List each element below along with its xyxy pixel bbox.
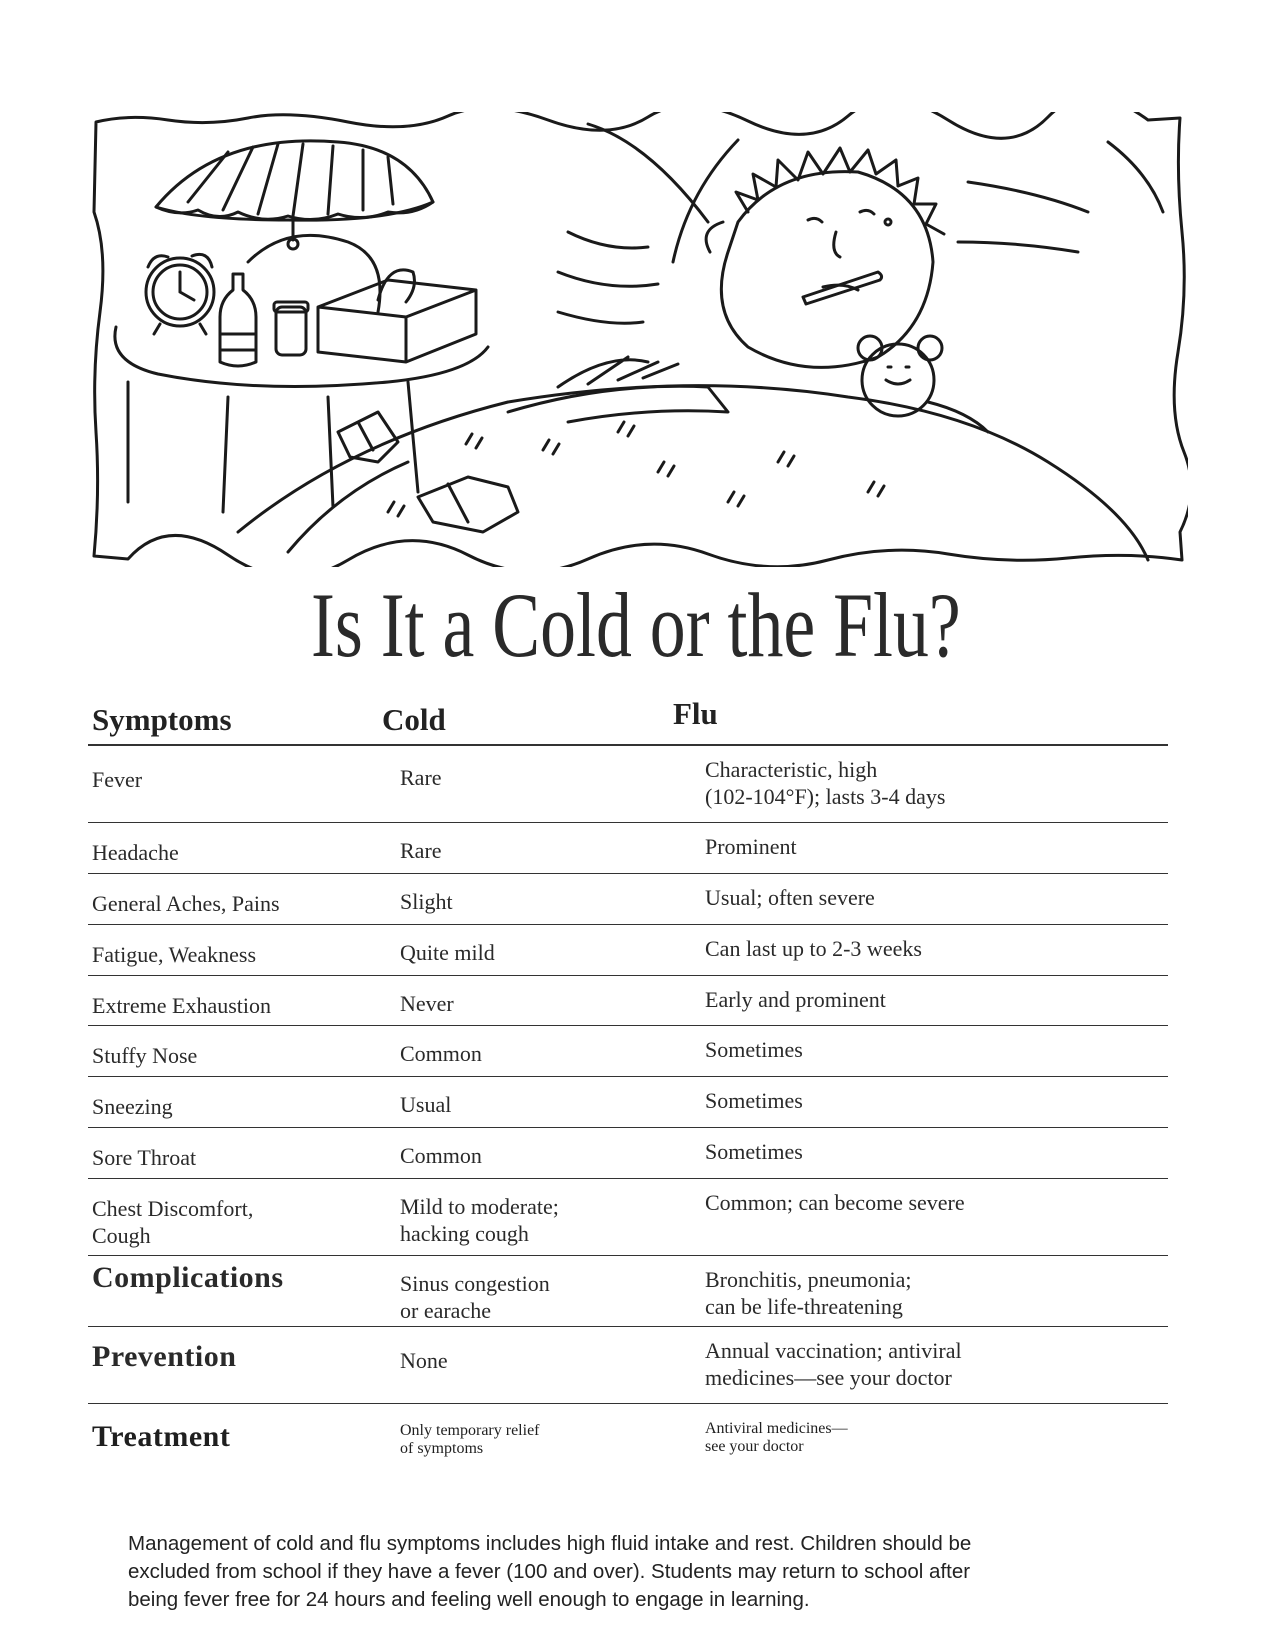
flu-cell: Sometimes	[705, 1037, 803, 1062]
crumpled-tissue-icon-2	[418, 477, 518, 532]
cold-cell: Never	[400, 991, 454, 1016]
flu-cell-line: (102-104°F); lasts 3-4 days	[705, 784, 946, 809]
cold-cell-line: Only temporary relief	[400, 1422, 540, 1439]
flu-cell	[705, 1420, 1165, 1456]
flu-cell: Sometimes	[705, 1088, 803, 1113]
symptom-cell: General Aches, Pains	[92, 891, 280, 916]
symptom-cell: Stuffy Nose	[92, 1043, 198, 1068]
flu-cell	[705, 1266, 1165, 1320]
cold-cell	[400, 1193, 700, 1247]
flu-cell-line: see your doctor	[705, 1438, 804, 1455]
cold-cell-line: Sinus congestion	[400, 1271, 550, 1296]
note-line: being fever free for 24 hours and feeling well enough to engage in learning.	[128, 1588, 810, 1611]
flu-cell-line: Annual vaccination; antiviral	[705, 1338, 962, 1363]
cold-cell: Quite mild	[400, 940, 495, 965]
table-row	[88, 1128, 1168, 1179]
cold-cell: Usual	[400, 1092, 452, 1117]
medicine-jar-icon	[276, 307, 306, 355]
section-row-prevention	[88, 1327, 1168, 1404]
child-head	[721, 172, 933, 368]
symptom-cell-line: Chest Discomfort,	[92, 1196, 254, 1221]
table-row	[88, 1026, 1168, 1077]
section-label: Treatment	[92, 1420, 231, 1453]
cold-cell	[400, 1270, 700, 1324]
cold-cell-line: or earache	[400, 1298, 491, 1323]
management-note	[128, 1530, 1118, 1614]
cold-cell-line: of symptoms	[400, 1440, 484, 1457]
cold-cell-line: Mild to moderate;	[400, 1194, 559, 1219]
cold-cell: Rare	[400, 838, 442, 863]
symptom-cell: Sneezing	[92, 1094, 173, 1119]
cold-cell: Rare	[400, 765, 442, 790]
flu-cell-line: Antiviral medicines—	[705, 1420, 848, 1437]
section-label: Complications	[92, 1261, 284, 1294]
section-row-treatment	[88, 1404, 1168, 1484]
table-row	[88, 874, 1168, 925]
note-line: Management of cold and flu symptoms includes high fluid intake and rest. Children should be	[128, 1532, 972, 1555]
flu-cell: Sometimes	[705, 1139, 803, 1164]
symptom-cell: Sore Throat	[92, 1145, 197, 1170]
tissue-box-icon	[318, 280, 476, 362]
flu-cell: Common; can become severe	[705, 1190, 965, 1215]
cold-cell: Common	[400, 1143, 482, 1168]
section-row-complications	[88, 1256, 1168, 1327]
flu-cell: Early and prominent	[705, 987, 886, 1012]
cold-cell-line: hacking cough	[400, 1221, 529, 1246]
sick-child-illustration	[88, 112, 1188, 567]
flu-cell-line: can be life-threatening	[705, 1294, 903, 1319]
page-title: Is It a Cold or the Flu?	[310, 574, 961, 676]
symptom-cell	[92, 1195, 382, 1249]
table-row	[88, 925, 1168, 976]
table-row	[88, 976, 1168, 1026]
medicine-bottle-icon	[220, 274, 256, 366]
header-symptoms: Symptoms	[92, 702, 232, 737]
thermometer-icon	[803, 272, 882, 304]
crumpled-tissue-icon	[338, 412, 398, 462]
table-header	[88, 690, 1168, 746]
flu-cell	[705, 1337, 1165, 1391]
flu-cell-line: Bronchitis, pneumonia;	[705, 1267, 912, 1292]
header-cold: Cold	[382, 702, 446, 737]
table-row	[88, 746, 1168, 823]
table-row	[88, 823, 1168, 874]
bedside-table	[115, 327, 488, 387]
note-line: excluded from school if they have a fever (100 and over). Students may return to school after	[128, 1560, 971, 1583]
flu-cell: Can last up to 2-3 weeks	[705, 936, 922, 961]
symptom-cell: Fatigue, Weakness	[92, 942, 257, 967]
flu-cell: Prominent	[705, 834, 797, 859]
flu-cell-line: Characteristic, high	[705, 757, 878, 782]
flu-cell: Usual; often severe	[705, 885, 875, 910]
symptom-cell: Headache	[92, 840, 179, 865]
flu-cell-line: medicines—see your doctor	[705, 1365, 952, 1390]
header-flu: Flu	[673, 696, 718, 731]
cold-cell: None	[400, 1348, 448, 1373]
cold-cell: Slight	[400, 889, 453, 914]
cold-cell: Common	[400, 1041, 482, 1066]
symptom-cell: Extreme Exhaustion	[92, 993, 272, 1018]
table-row	[88, 1179, 1168, 1256]
symptom-cell: Fever	[92, 767, 143, 792]
symptom-cell-line: Cough	[92, 1223, 151, 1248]
section-label: Prevention	[92, 1340, 237, 1373]
comparison-table	[88, 690, 1168, 1484]
illustration-frame	[94, 112, 1188, 567]
flu-cell	[705, 756, 1165, 810]
cold-cell	[400, 1422, 700, 1458]
table-row	[88, 1077, 1168, 1128]
